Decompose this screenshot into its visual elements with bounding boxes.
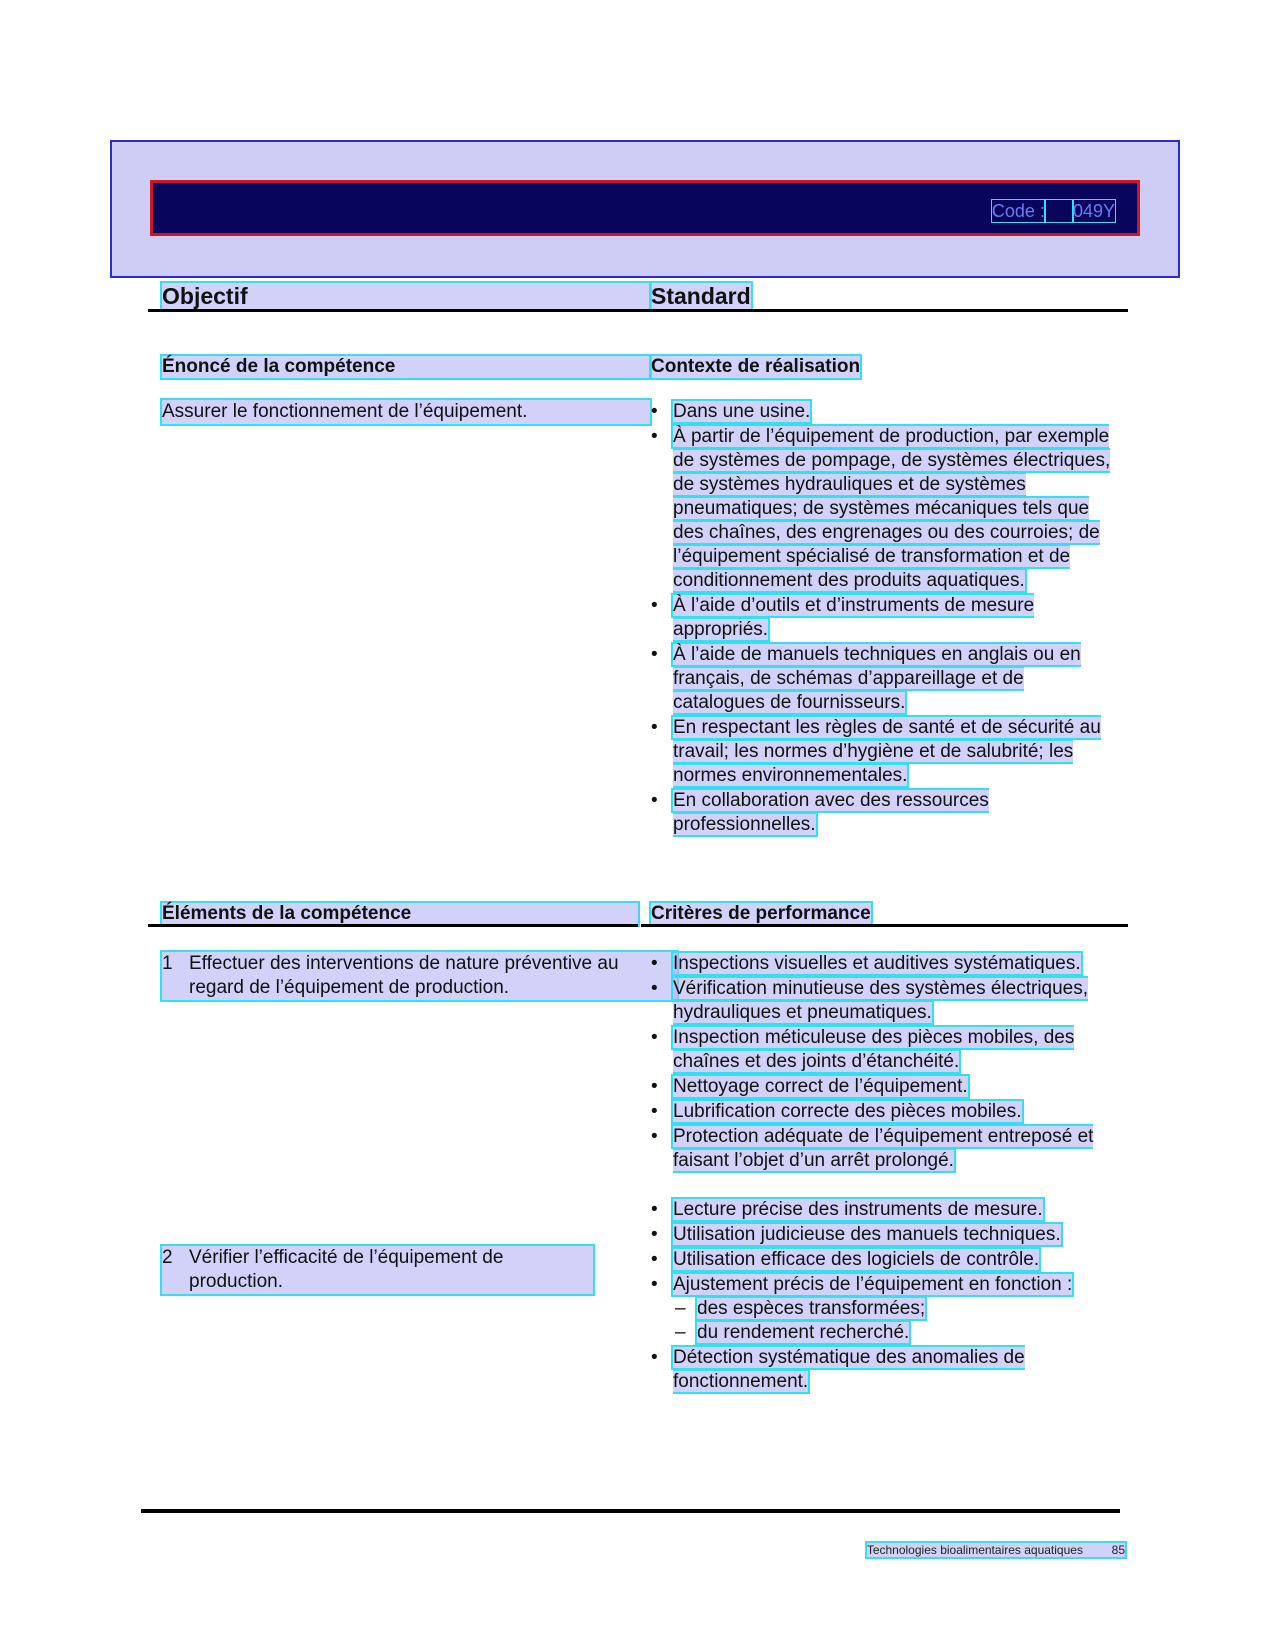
criteria-item: • Utilisation judicieuse des manuels techniques. <box>651 1223 1121 1247</box>
criteria-heading: Critères de performance <box>651 903 871 924</box>
code-gap <box>1045 200 1073 222</box>
header-banner <box>110 140 1180 278</box>
sub-criteria-item: – des espèces transformées; <box>673 1297 1121 1321</box>
criteria-item: • Inspection méticuleuse des pièces mobiles, des chaînes et des joints d’étanchéité. <box>651 1026 1121 1074</box>
criteria-item: • Protection adéquate de l’équipement entreposé et faisant l’objet d’un arrêt prolongé. <box>651 1125 1121 1173</box>
context-heading: Contexte de réalisation <box>651 356 861 377</box>
element-item-1 <box>162 952 677 1000</box>
context-item: • À l’aide d’outils et d’instruments de mesure appropriés. <box>651 594 1117 642</box>
element-text: Effectuer des interventions de nature préventive au regard de l’équipement de production. <box>189 953 619 998</box>
context-item: • En collaboration avec des ressources professionnelles. <box>651 789 1117 837</box>
context-list <box>651 400 1117 838</box>
criteria-item: • Lecture précise des instruments de mesure. <box>651 1198 1121 1222</box>
criteria-list-2 <box>651 1198 1121 1395</box>
criteria-item: • Lubrification correcte des pièces mobiles. <box>651 1100 1121 1124</box>
competency-code <box>992 200 1115 222</box>
criteria-item: • Vérification minutieuse des systèmes électriques, hydrauliques et pneumatiques. <box>651 977 1121 1025</box>
element-number: 2 <box>162 1247 173 1268</box>
standard-title: Standard <box>651 283 751 309</box>
sub-criteria-item: – du rendement recherché. <box>673 1321 1121 1345</box>
elements-heading: Éléments de la compétence <box>162 903 638 925</box>
footer <box>867 1543 1125 1557</box>
title-rule <box>148 309 1128 312</box>
element-item-2 <box>162 1246 593 1294</box>
statement-text: Assurer le fonctionnement de l’équipement. <box>162 400 650 424</box>
context-item: • Dans une usine. <box>651 400 1117 424</box>
criteria-list-1 <box>651 952 1121 1174</box>
element-text: Vérifier l’efficacité de l’équipement de production. <box>189 1247 504 1292</box>
element-number: 1 <box>162 953 173 974</box>
context-item: • En respectant les règles de santé et de sécurité au travail; les normes d’hygiène et de salubrité; les normes environnementales. <box>651 716 1117 788</box>
code-value: 049Y <box>1072 201 1115 221</box>
criteria-item: • Ajustement précis de l’équipement en fonction : – des espèces transformées; – du rendement recherché. <box>651 1273 1121 1345</box>
context-item: • À l’aide de manuels techniques en anglais ou en français, de schémas d’appareillage et de catalogues de fournisseurs. <box>651 643 1117 715</box>
context-item: • À partir de l’équipement de production, par exemple de systèmes de pompage, de systèmes électriques, de systèmes hydrauliques et de systèmes pneumatiques; de systèmes mécaniques tels que des chaînes, des engrenages ou des courroies; de l’équipement spécialisé de transformation et de conditionnement des produits aquatiques. <box>651 425 1117 593</box>
criteria-item: • Détection systématique des anomalies de fonctionnement. <box>651 1346 1121 1394</box>
footer-text: Technologies bioalimentaires aquatiques <box>866 1543 1083 1557</box>
criteria-item: • Utilisation efficace des logiciels de contrôle. <box>651 1248 1121 1272</box>
header-bar <box>150 180 1140 236</box>
page-number: 85 <box>1111 1543 1125 1557</box>
elements-rule-left <box>148 924 638 927</box>
criteria-item: • Inspections visuelles et auditives systématiques. <box>651 952 1121 976</box>
statement-heading: Énoncé de la compétence <box>162 356 650 378</box>
code-label: Code : <box>991 201 1045 221</box>
objective-title: Objectif <box>162 283 650 309</box>
footer-rule <box>141 1509 1120 1513</box>
elements-rule-right <box>641 924 1128 927</box>
criteria-item: • Nettoyage correct de l’équipement. <box>651 1075 1121 1099</box>
